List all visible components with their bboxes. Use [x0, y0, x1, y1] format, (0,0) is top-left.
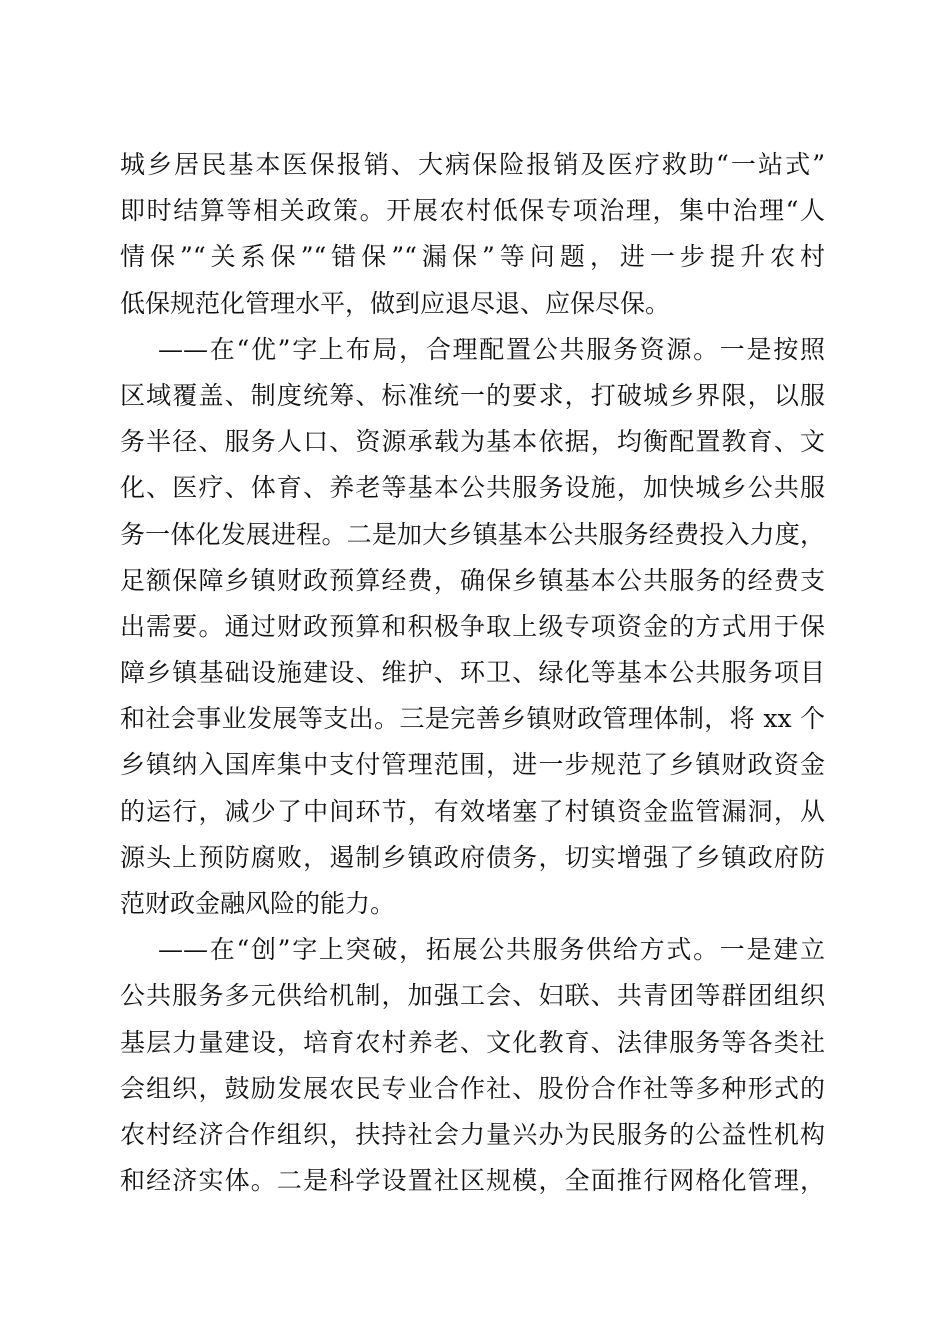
text-line: 范财政金融风险的能力。: [120, 889, 396, 918]
text-line: 情保”“关系保”“错保”“漏保”等问题，进一步提升农村: [120, 242, 825, 272]
text-line: 足额保障乡镇财政预算经费，确保乡镇基本公共服务的经费支: [120, 565, 825, 595]
text-line: 公共服务多元供给机制，加强工会、妇联、共青团等群团组织: [120, 981, 825, 1011]
body-text: [120, 142, 825, 1204]
text-line: 务半径、服务人口、资源承载为基本依据，均衡配置教育、文: [120, 427, 825, 457]
text-line: 低保规范化管理水平，做到应退尽退、应保尽保。: [120, 288, 671, 318]
text-line: 即时结算等相关政策。开展农村低保专项治理，集中治理“人: [120, 196, 825, 226]
text-line: 和社会事业发展等支出。三是完善乡镇财政管理体制，将 xx 个: [120, 704, 825, 734]
text-line: 会组织，鼓励发展农民专业合作社、股份合作社等多种形式的: [120, 1073, 825, 1103]
text-line: 乡镇纳入国库集中支付管理范围，进一步规范了乡镇财政资金: [120, 750, 825, 780]
text-line: 的运行，减少了中间环节，有效堵塞了村镇资金监管漏洞，从: [120, 796, 825, 826]
text-line: 务一体化发展进程。二是加大乡镇基本公共服务经费投入力度，: [120, 519, 825, 549]
text-line: ——在“创”字上突破，拓展公共服务供给方式。一是建立: [158, 935, 825, 965]
text-line: 基层力量建设，培育农村养老、文化教育、法律服务等各类社: [120, 1027, 825, 1057]
text-line: 出需要。通过财政预算和积极争取上级专项资金的方式用于保: [120, 611, 825, 641]
text-line: 城乡居民基本医保报销、大病保险报销及医疗救助“一站式”: [120, 150, 825, 179]
text-line: ——在“优”字上布局，合理配置公共服务资源。一是按照: [158, 334, 825, 364]
text-line: 农村经济合作组织，扶持社会力量兴办为民服务的公益性机构: [120, 1119, 825, 1149]
text-line: 障乡镇基础设施建设、维护、环卫、绿化等基本公共服务项目: [120, 658, 825, 688]
text-line: 和经济实体。二是科学设置社区规模，全面推行网格化管理，: [120, 1166, 825, 1196]
text-line: 区域覆盖、制度统筹、标准统一的要求，打破城乡界限，以服: [120, 380, 825, 410]
text-line: 源头上预防腐败，遏制乡镇政府债务，切实增强了乡镇政府防: [120, 842, 825, 872]
text-line: 化、医疗、体育、养老等基本公共服务设施，加快城乡公共服: [120, 473, 825, 503]
